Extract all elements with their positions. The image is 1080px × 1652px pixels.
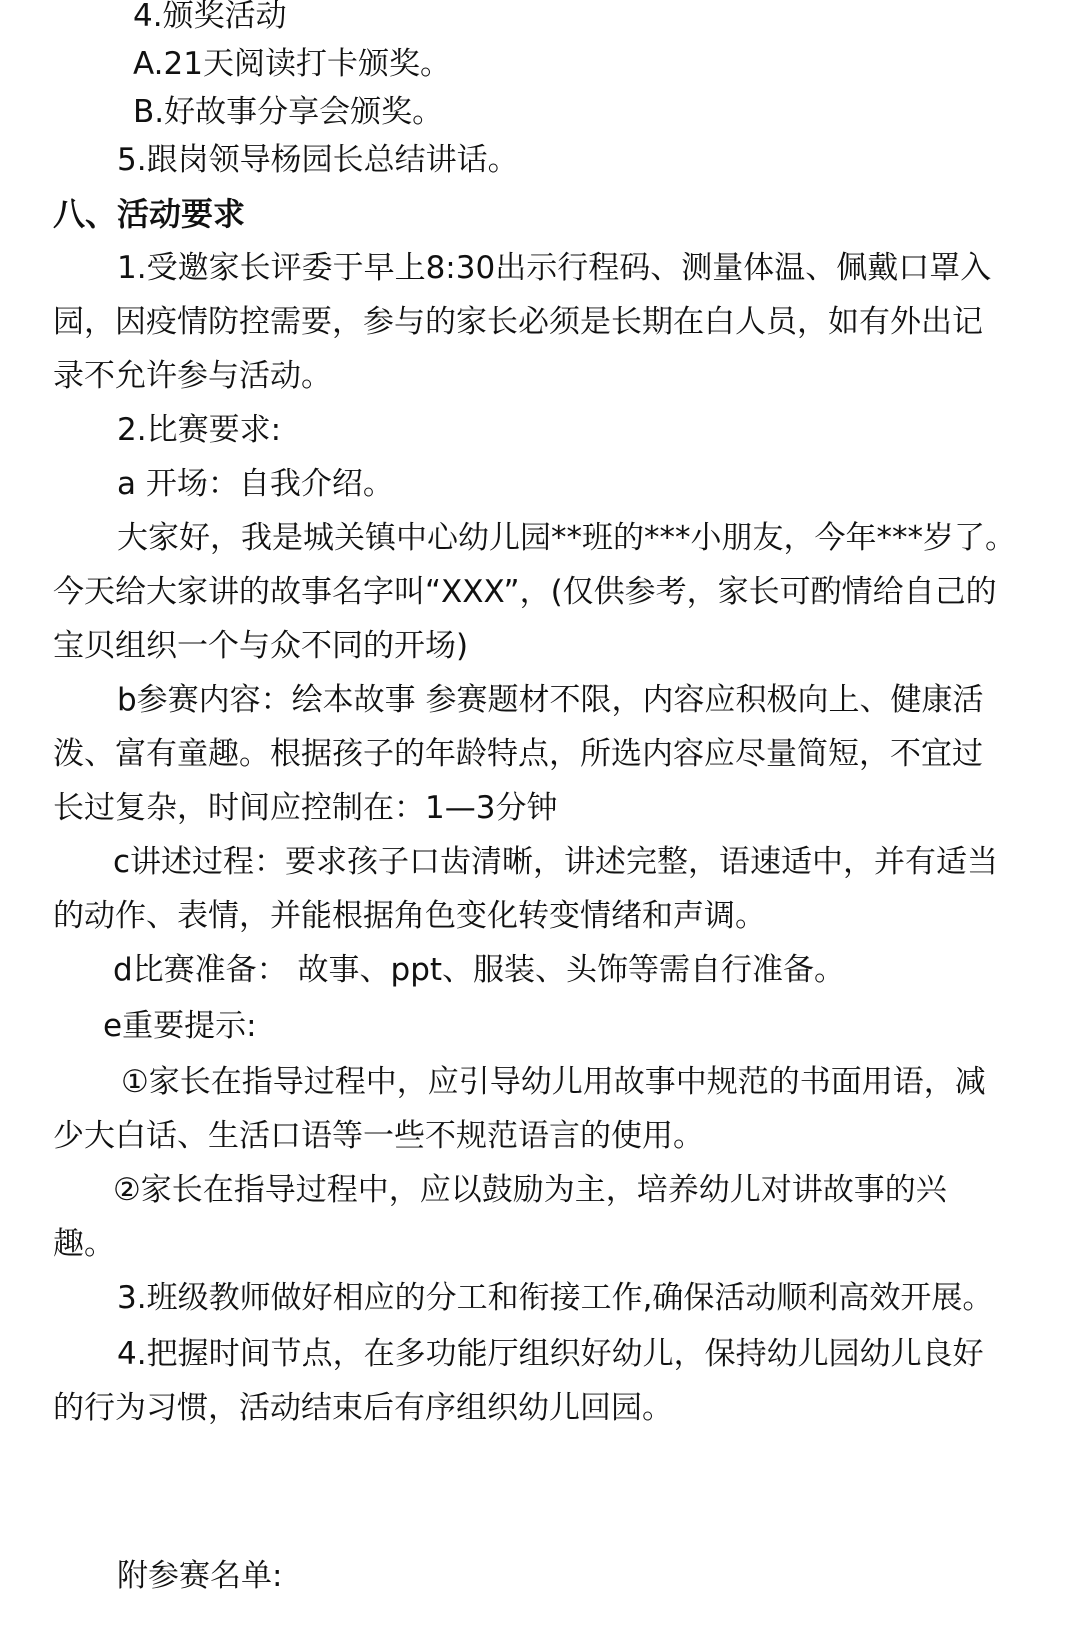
content-line-1: b参赛内容：绘本故事 参赛题材不限，内容应积极向上、健康活: [117, 682, 984, 718]
process-line-1: c讲述过程：要求孩子口齿清晰，讲述完整，语速适中，并有适当: [113, 844, 999, 880]
requirement-1-line-3: 录不允许参与活动。: [53, 358, 332, 394]
award-item-a: A.21天阅读打卡颁奖。: [133, 46, 451, 82]
requirement-1-line-1: 1.受邀家长评委于早上8:30出示行程码、测量体温、佩戴口罩入: [117, 250, 992, 286]
process-line-2: 的动作、表情，并能根据角色变化转变情绪和声调。: [53, 898, 766, 934]
requirement-2-title: 2.比赛要求:: [117, 412, 282, 448]
opening-text-line-2: 今天给大家讲的故事名字叫“XXX”，(仅供参考，家长可酌情给自己的: [53, 574, 997, 610]
opening-text-line-1: 大家好，我是城关镇中心幼儿园**班的***小朋友，今年***岁了。: [117, 520, 1016, 556]
tips-title: e重要提示:: [103, 1008, 257, 1044]
preparation-line: d比赛准备： 故事、ppt、服装、头饰等需自行准备。: [113, 952, 846, 988]
opening-text-line-3: 宝贝组织一个与众不同的开场): [53, 628, 469, 664]
appendix-title: 附参赛名单:: [117, 1558, 283, 1594]
requirement-4-line-1: 4.把握时间节点，在多功能厅组织好幼儿，保持幼儿园幼儿良好: [117, 1336, 984, 1372]
requirement-3: 3.班级教师做好相应的分工和衔接工作,确保活动顺利高效开展。: [117, 1280, 994, 1316]
requirement-1-line-2: 园，因疫情防控需要，参与的家长必须是长期在白人员，如有外出记: [53, 304, 983, 340]
requirement-4-line-2: 的行为习惯，活动结束后有序组织幼儿回园。: [53, 1390, 673, 1426]
tip-1-line-2: 少大白话、生活口语等一些不规范语言的使用。: [53, 1118, 704, 1154]
closing-speech-item: 5.跟岗领导杨园长总结讲话。: [117, 142, 519, 178]
opening-label: a 开场：自我介绍。: [117, 466, 394, 502]
awards-title: 4.颁奖活动: [133, 0, 287, 34]
tip-1-line-1: ①家长在指导过程中，应引导幼儿用故事中规范的书面用语，减: [121, 1064, 986, 1100]
content-line-3: 长过复杂，时间应控制在：1—3分钟: [53, 790, 558, 826]
award-item-b: B.好故事分享会颁奖。: [133, 94, 444, 130]
content-line-2: 泼、富有童趣。根据孩子的年龄特点，所选内容应尽量简短，不宜过: [53, 736, 983, 772]
section-heading: 八、活动要求: [53, 195, 246, 233]
tip-2-line-1: ②家长在指导过程中，应以鼓励为主，培养幼儿对讲故事的兴: [113, 1172, 947, 1208]
tip-2-line-2: 趣。: [53, 1226, 115, 1262]
